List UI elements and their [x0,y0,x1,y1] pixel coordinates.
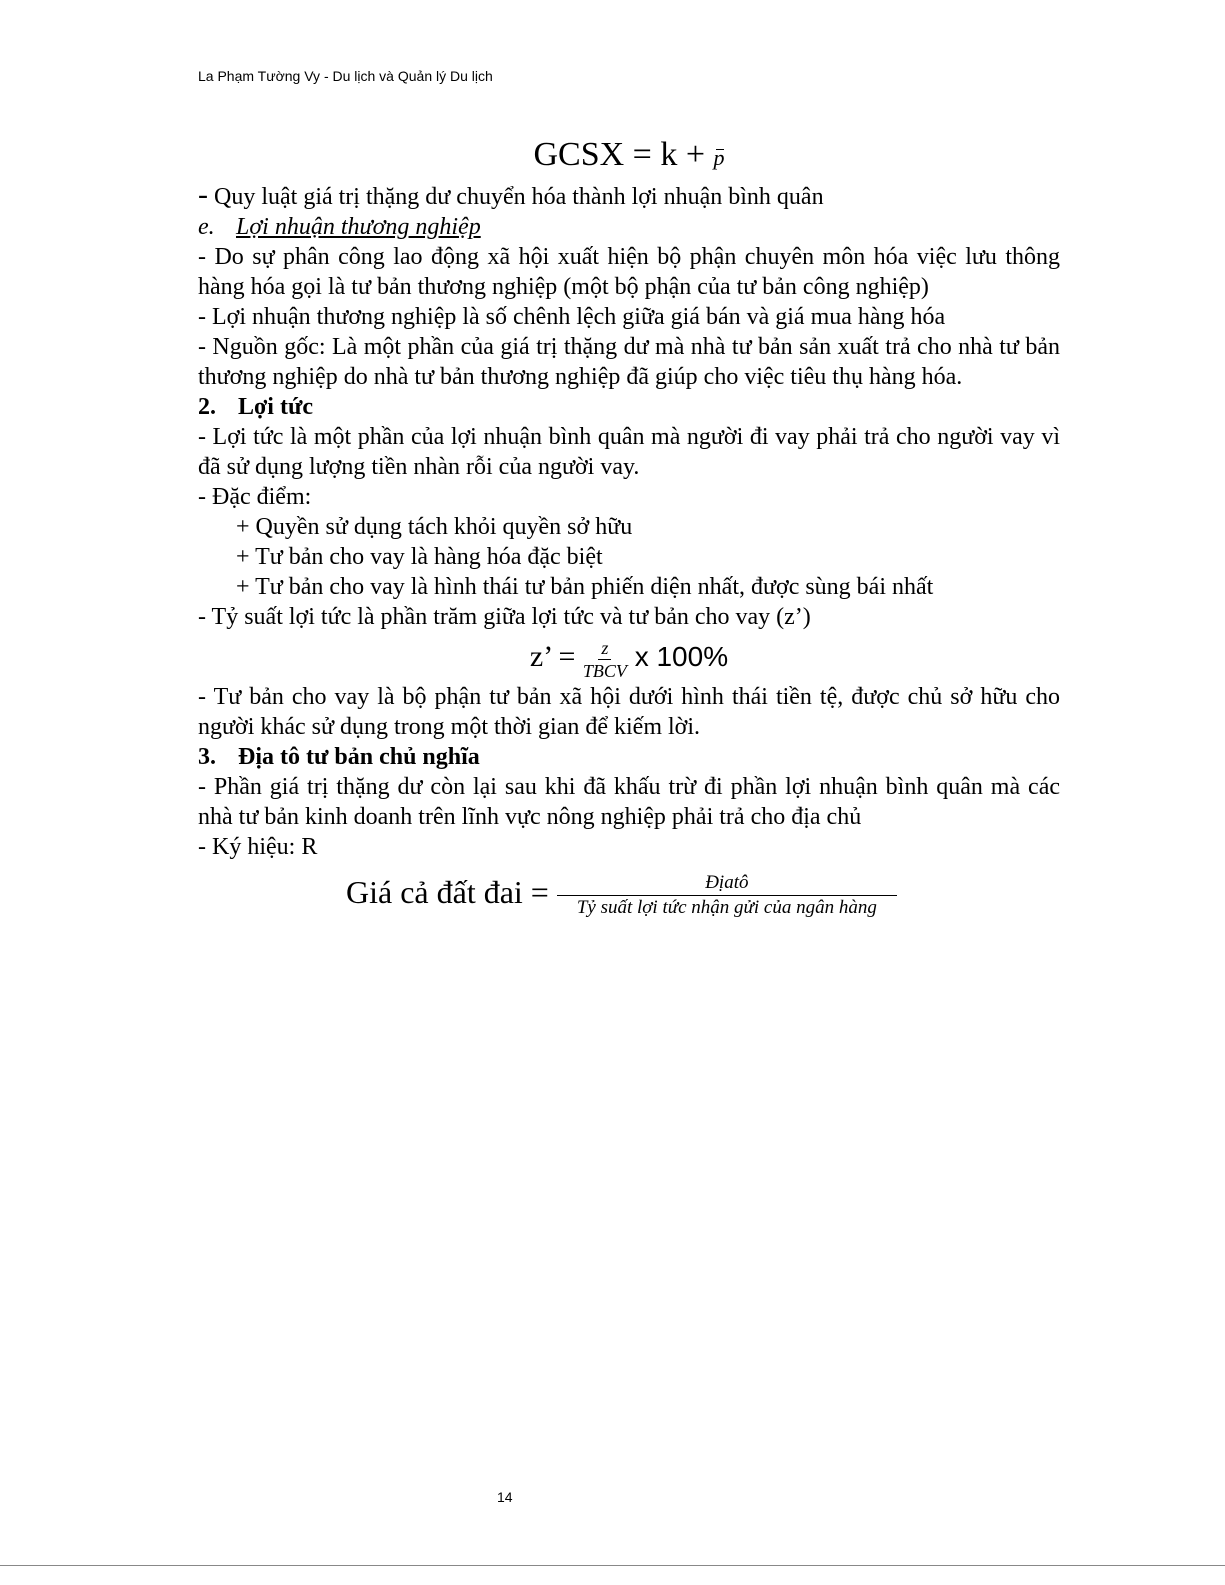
subsection-e-heading [198,212,1060,242]
page-header: La Phạm Tường Vy - Du lịch và Quản lý Du lịch [198,68,493,84]
formula-land-fraction [557,871,897,920]
paragraph: - Lợi tức là một phần của lợi nhuận bình quân mà người đi vay phải trả cho người vay vì đã sử dụng lượng tiền nhàn rỗi của người vay. [198,424,1060,480]
formula-z-numerator: z [598,637,611,660]
section-3-number: 3. [198,744,216,770]
page-body [198,133,1060,922]
bullet-item: + Tư bản cho vay là hàng hóa đặc biệt [236,544,603,570]
paragraph: - Đặc điểm: [198,484,312,510]
paragraph: - Tỷ suất lợi tức là phần trăm giữa lợi tức và tư bản cho vay (z’) [198,604,811,630]
line-quy-luat-text: Quy luật giá trị thặng dư chuyển hóa thành lợi nhuận bình quân [208,184,824,210]
formula-z-denominator: TBCV [582,660,627,681]
page-number: 14 [497,1489,513,1505]
section-2-title: Lợi tức [238,394,314,420]
subsection-e-label: e. [198,214,215,240]
formula-gcsx-pbar: p [713,145,725,170]
subsection-e-title: Lợi nhuận thương nghiệp [236,214,481,240]
bullet-item: + Quyền sử dụng tách khỏi quyền sở hữu [236,514,633,540]
paragraph: - Phần giá trị thặng dư còn lại sau khi đã khấu trừ đi phần lợi nhuận bình quân mà các nhà tư bản kinh doanh trên lĩnh vực nông nghiệp phải trả cho địa chủ [198,774,1060,830]
section-3-heading [198,742,1060,772]
formula-land-numerator: Địatô [557,871,897,896]
paragraph: - Ký hiệu: R [198,834,318,860]
formula-land-price [198,862,1060,922]
paragraph: - Tư bản cho vay là bộ phận tư bản xã hội dưới hình thái tiền tệ, được chủ sở hữu cho người khác sử dụng trong một thời gian để kiếm lời. [198,684,1060,740]
paragraph: - Nguồn gốc: Là một phần của giá trị thặng dư mà nhà tư bản sản xuất trả cho nhà tư bản thương nghiệp do nhà tư bản thương nghiệp đã giúp cho việc tiêu thụ hàng hóa. [198,334,1060,390]
line-quy-luat-dash: - [198,178,208,211]
paragraph: - Lợi nhuận thương nghiệp là số chênh lệch giữa giá bán và giá mua hàng hóa [198,304,946,330]
formula-z-fraction [583,637,627,682]
formula-z-tail: x 100% [626,641,729,672]
bullet-item: + Tư bản cho vay là hình thái tư bản phiến diện nhất, được sùng bái nhất [236,574,934,600]
formula-land-denominator: Tỷ suất lợi tức nhận gửi của ngân hàng [576,897,877,919]
formula-z-left: z’ = [529,640,583,673]
paragraph: - Do sự phân công lao động xã hội xuất hiện bộ phận chuyên môn hóa việc lưu thông hàng hóa gọi là tư bản thương nghiệp (một bộ phận của tư bản công nghiệp) [198,244,1060,300]
formula-gcsx [198,133,1060,180]
formula-gcsx-left: GCSX = k + [533,136,714,173]
section-3-title: Địa tô tư bản chủ nghĩa [238,744,480,770]
line-quy-luat [198,180,1060,212]
section-2-number: 2. [198,394,216,420]
formula-land-left: Giá cả đất đai = [346,874,557,910]
section-2-heading [198,392,1060,422]
page-bottom-divider [0,1565,1225,1566]
formula-z [198,632,1060,682]
